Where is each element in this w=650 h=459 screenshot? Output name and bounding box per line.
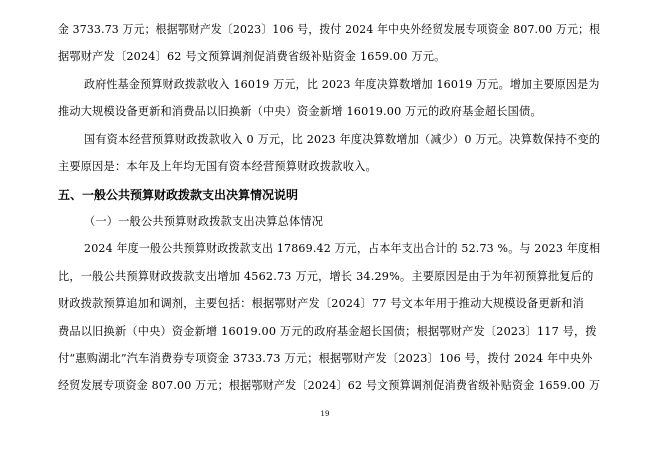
text-line-3: 政府性基金预算财政拨款收入 16019 万元，比 2023 年度决算数增加 16019 万元。增加主要原因是为 [84,78,600,91]
text-line-11: 财政拨款预算追加和调剂，主要包括：根据鄂财产发〔2024〕77 号文本年用于推动大规模设备更新和消 [58,297,584,310]
text-line-4: 推动大规模设备更新和消费品以旧换新（中央）资金新增 16019.00 万元的政府基金超长国债。 [58,105,542,118]
section-heading: 五、一般公共预算财政拨款支出决算情况说明 [58,188,299,202]
text-line-1: 金 3733.73 万元；根据鄂财产发〔2023〕106 号，拨付 2024 年中央外经贸发展专项资金 807.00 万元；根 [58,23,601,36]
text-line-14: 经贸发展专项资金 807.00 万元；根据鄂财产发〔2024〕62 号文预算调剂促消费省级补贴资金 1659.00 万 [58,379,601,392]
subsection-heading: （一）一般公共预算财政拨款支出决算总体情况 [84,215,324,228]
page-number: 19 [320,410,330,418]
text-line-10: 比，一般公共预算财政拨款支出增加 4562.73 万元，增长 34.29%。主要原因是由于为年初预算批复后的 [58,270,594,283]
text-line-13: 付“惠购湖北”汽车消费券专项资金 3733.73 万元；根据鄂财产发〔2023〕106 号，拨付 2024 年中央外 [58,352,593,365]
text-line-5: 国有资本经营预算财政拨款收入 0 万元，比 2023 年度决算数增加（减少）0 万元。决算数保持不变的 [84,133,601,146]
text-line-6: 主要原因是：本年及上年均无国有资本经营预算财政拨款收入。 [58,160,377,173]
text-line-12: 费品以旧换新（中央）资金新增 16019.00 万元的政府基金超长国债；根据鄂财产发〔2023〕117 号，拨 [58,325,597,338]
text-line-9: 2024 年度一般公共预算财政拨款支出 17869.42 万元，占本年支出合计的 52.73 %。与 2023 年度相 [84,242,601,255]
text-line-2: 据鄂财产发〔2024〕62 号文预算调剂促消费省级补贴资金 1659.00 万元。 [58,50,446,63]
